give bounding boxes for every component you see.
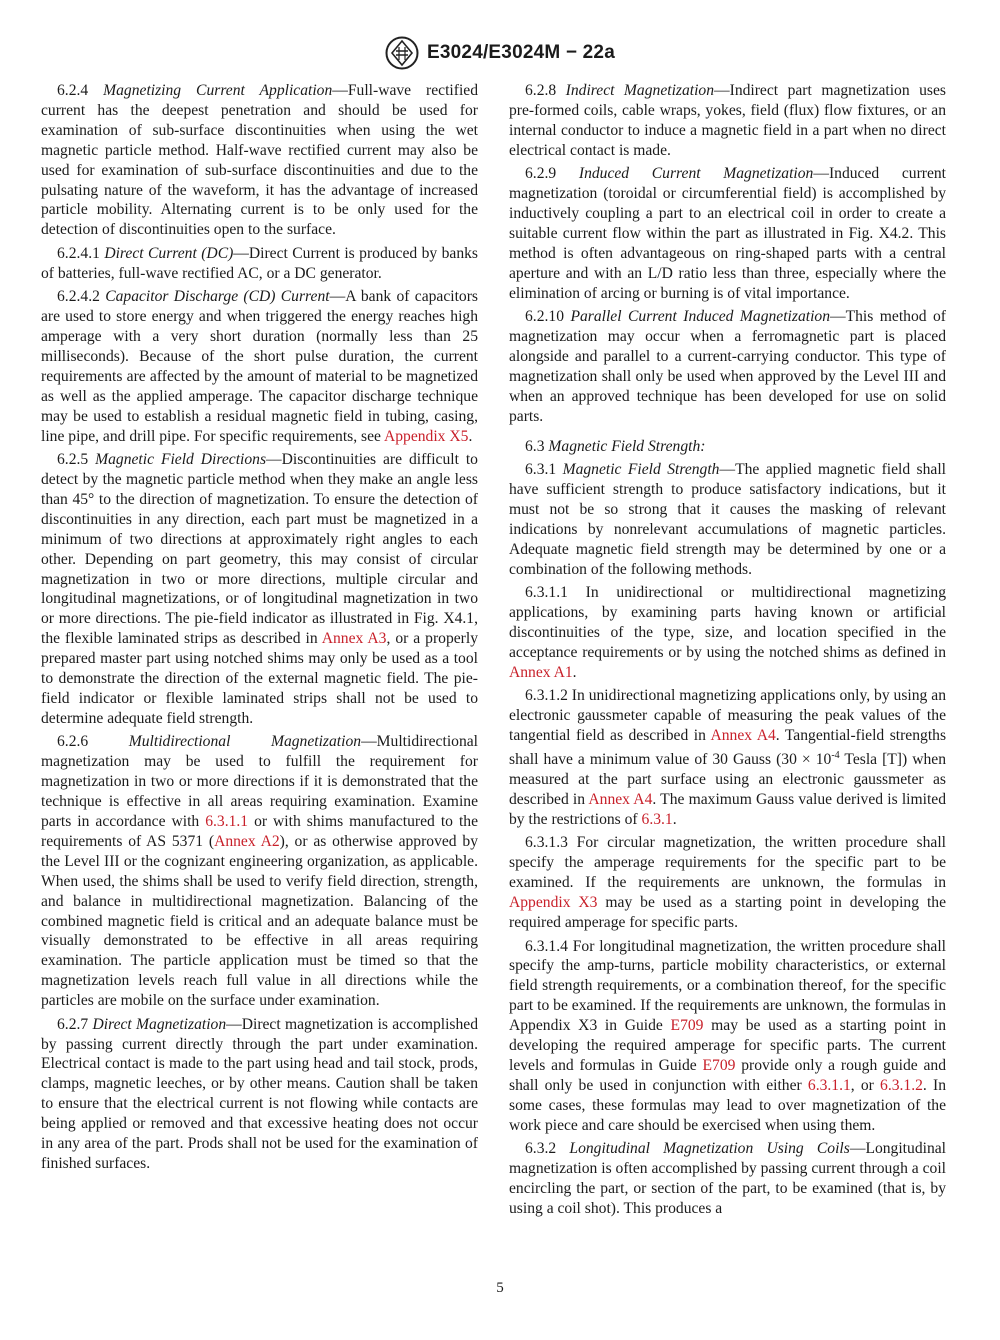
section-heading: Magnetic Field Strength	[562, 461, 720, 479]
link-appendix-x3[interactable]: Appendix X3	[509, 894, 598, 912]
paragraph-6-2-9: 6.2.9 Induced Current Magnetization—Induced current magnetization (toroidal or circumferential field) is accomplished by inductively coupling a part to an electrical coil in order to create a suitable current flow within the part as illustrated in Fig. X4.2. This method is often advantageous on ring-shaped parts with a central aperture and with an L/D ratio less than three, especially where the elimination of arcing or burning is of vital importance.	[509, 165, 947, 302]
link-annex-a1[interactable]: Annex A1	[509, 663, 573, 681]
section-heading: Indirect Magnetization	[565, 82, 715, 99]
paragraph-6-3-1-1: 6.3.1.1 In unidirectional or multidirectional magnetizing applications, by examining parts having known or artificial discontinuities of the type, size, and location specified in the acceptance requirements or by using the notched shims as defined in Annex A1.	[509, 584, 946, 681]
link-e709[interactable]: E709	[670, 1017, 704, 1035]
paragraph-6-2-6: 6.2.6 Multidirectional Magnetization—Multidirectional magnetization may be used to fulfill the requirement for magnetization in two or more directions if it is demonstrated that the technique is effective in all areas requiring examination. Examine parts in accordance with 6.3.1.1 or with shims manufactured to the requirements of AS 5371 (Annex A2), or as otherwise approved by the Level III or the cognizant engineering organization, as applicable. When used, the shims shall be used to verify field direction, strength, and balance in multidirectional magnetization. Balancing of the combined magnetic field is critical and an adequate balance must be visually demonstrated to be effective in all areas requiring examination. The particle application must be timed so that the magnetization levels reach full value in all directions while the particles are mobile on the surface under examination.	[41, 733, 478, 1010]
paragraph-6-2-4: 6.2.4 Magnetizing Current Application—Full-wave rectified current has the deepest penetration and should be used for examination of sub-surface discontinuities when using the wet magnetic particle method. Half-wave rectified current may also be used for examination of sub-surface discontinuities and due to the pulsating nature of the waveform, it has the advantage of increased particle mobility. Alternating current is to be only used for the detection of discontinuities open to the surface.	[41, 82, 478, 239]
paragraph-6-3-2: 6.3.2 Longitudinal Magnetization Using Coils—Longitudinal magnetization is often accomplished by passing current through a coil encircling the part, or section of the part, to be examined (that is, by using a coil shot). This produces a	[509, 1140, 946, 1217]
link-e709[interactable]: E709	[702, 1056, 736, 1074]
paragraph-6-2-4-1: 6.2.4.1 Direct Current (DC)—Direct Current is produced by banks of batteries, full-wave rectified AC, or a DC generator.	[41, 244, 479, 282]
section-heading: Direct Current (DC)	[104, 244, 234, 262]
paragraph-6-2-10: 6.2.10 Parallel Current Induced Magnetization—This method of magnetization may occur when a ferromagnetic part is placed alongside and parallel to a current-carrying conductor. This type of magnetization shall only be used when approved by the Level III and when an approved technique has been developed for use on solid parts.	[509, 308, 946, 425]
section-heading: Parallel Current Induced Magnetization	[570, 308, 831, 326]
link-6-3-1-2[interactable]: 6.3.1.2	[880, 1076, 923, 1094]
paragraph-6-3: 6.3 Magnetic Field Strength:	[525, 437, 706, 455]
paragraph-6-3-1-2: 6.3.1.2 In unidirectional magnetizing applications only, by using an electronic gaussmeter capable of measuring the peak values of the tangential field as described in Annex A4. Tangential-field strengths shall have a minimum value of 30 Gauss ($30 \times 10^{-4}$ Tesla [T]) when measured at the part surface using an electronic gaussmeter as described in Annex A4. The maximum Gauss value derived is limited by the restrictions of 6.3.1.	[509, 687, 947, 828]
link-6-3-1[interactable]: 6.3.1	[641, 810, 673, 828]
section-heading: Induced Current Magnetization	[578, 165, 814, 183]
link-annex-a2[interactable]: Annex A2	[214, 832, 280, 850]
link-annex-a4[interactable]: Annex A4	[710, 727, 776, 745]
section-heading: Longitudinal Magnetization Using Coils	[569, 1140, 850, 1158]
exponent: -4	[831, 749, 840, 761]
section-heading: Magnetic Field Directions	[95, 451, 267, 469]
section-heading: Direct Magnetization	[92, 1015, 227, 1033]
section-heading: Magnetic Field Strength:	[548, 437, 706, 455]
astm-logo-icon	[385, 36, 419, 70]
page-number: 5	[496, 1280, 504, 1296]
link-appendix-x5[interactable]: Appendix X5	[383, 427, 469, 445]
left-column	[41, 81, 478, 1178]
section-heading: Multidirectional Magnetization	[128, 733, 362, 751]
page-header	[0, 36, 1000, 70]
link-6-3-1-1[interactable]: 6.3.1.1	[807, 1076, 851, 1094]
link-6-3-1-1[interactable]: 6.3.1.1	[205, 813, 249, 830]
paragraph-6-3-1-4: 6.3.1.4 For longitudinal magnetization, the written procedure shall specify the amp-turns, particle mobility characteristics, or external field strength requirements, or a combination thereof, for the specific part to be examined. If the requirements are unknown, the formulas in Appendix X3 in Guide E709 may be used as a starting point in developing the required amperage for specific parts. The current levels and formulas in Guide E709 provide only a rough guide and shall only be used in conjunction with either 6.3.1.1, or 6.3.1.2. In some cases, these formulas may lead to over magnetization of the work piece and care should be exercised when using them.	[509, 937, 946, 1134]
link-annex-a3[interactable]: Annex A3	[321, 630, 387, 648]
right-column	[509, 81, 946, 1222]
section-heading: Magnetizing Current Application	[103, 82, 333, 99]
paragraph-6-2-5: 6.2.5 Magnetic Field Directions—Discontinuities are difficult to detect by the magnetic particle method when they make an angle less than 45° to the direction of magnetization. To ensure the detection of discontinuities in any direction, each part must be magnetized in a minimum of two directions at approximately right angles to each other. Depending on part geometry, this may consist of circular magnetization in two or more directions, multiple circular and longitudinal magnetizations, or of longitudinal magnetization in two or more directions. The pie-field indicator as illustrated in Fig. X4.1, the flexible laminated strips as described in Annex A3, or a properly prepared master part using notched shims may only be used as a tool to demonstrate the direction of the external magnetic field. The pie-field indicator or flexible laminated strips shall not be used to determine adequate field strength.	[41, 451, 479, 727]
paragraph-6-2-8: 6.2.8 Indirect Magnetization—Indirect part magnetization uses pre-formed coils, cable wraps, yokes, field (flux) flow fixtures, or an internal conductor to induce a magnetic field in a part when no direct electrical contact is made.	[509, 82, 946, 159]
paragraph-6-2-7: 6.2.7 Direct Magnetization—Direct magnetization is accomplished by passing current directly through the part under examination. Electrical contact is made to the part using head and tail stock, prods, clamps, magnetic leeches, or by other means. Caution shall be taken to ensure that the electrical current is not flowing while contacts are being applied or removed and that excessive heating does not occur in any area of the part. Prods shall not be used for the examination of finished surfaces.	[41, 1015, 479, 1172]
paragraph-6-3-1-3: 6.3.1.3 For circular magnetization, the written procedure shall specify the amperage requirements for the specific part to be examined. If the requirements are unknown, the formulas in Appendix X3 may be used as a starting point in developing the required amperage for specific parts.	[509, 834, 946, 931]
link-annex-a4[interactable]: Annex A4	[588, 790, 653, 808]
paragraph-6-3-1: 6.3.1 Magnetic Field Strength—The applied magnetic field shall have sufficient strength to produce satisfactory indications, but it must not be so strong that it causes the masking of relevant indications by nonrelevant accumulations of magnetic particles. Adequate magnetic field strength may be determined by one or a combination of the following methods.	[509, 461, 946, 578]
paragraph-6-2-4-2: 6.2.4.2 Capacitor Discharge (CD) Current—A bank of capacitors are used to store energy and when triggered the energy reaches high amperage with a very short duration (normally less than 25 milliseconds). Because of the short pulse duration, the current requirements are affected by the amount of material to be magnetized as well as the applied amperage. The capacitor discharge technique may be used to establish a residual magnetic field in tubing, casing, line pipe, and drill pipe. For specific requirements, see Appendix X5.	[41, 288, 478, 445]
section-heading: Capacitor Discharge (CD) Current	[105, 288, 330, 306]
document-designation: E3024/E3024M − 22a	[427, 42, 615, 63]
